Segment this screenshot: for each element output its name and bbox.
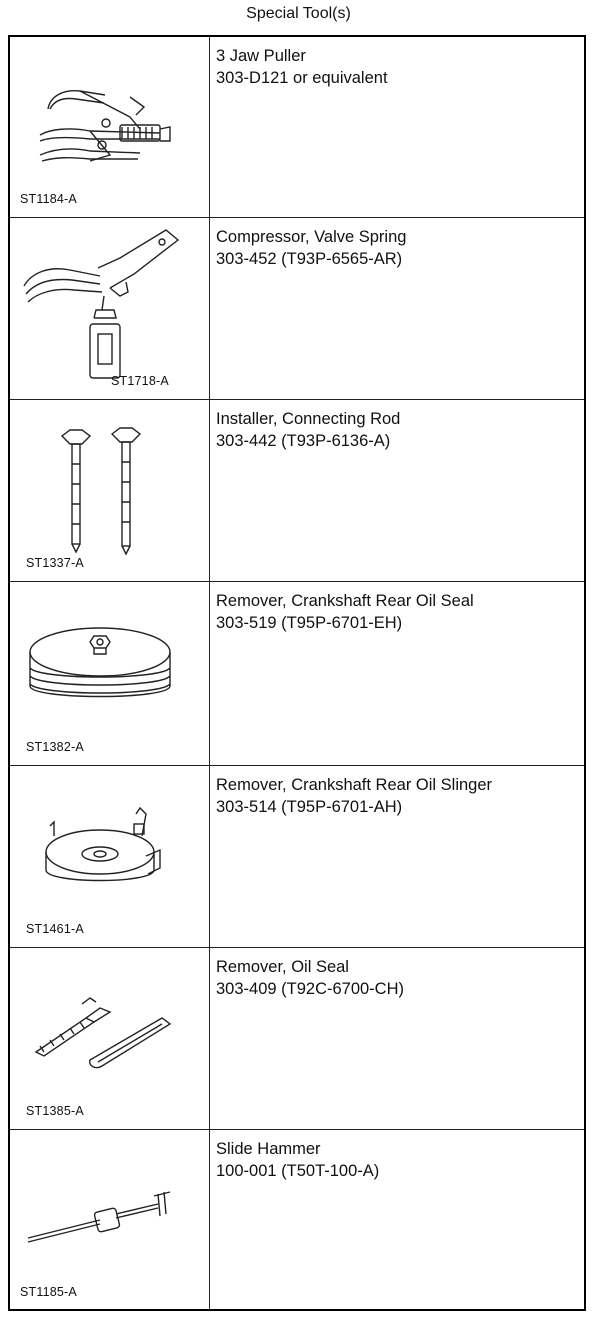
tool-description (216, 226, 576, 270)
tool-description (216, 408, 576, 452)
tool-image-cell (10, 400, 209, 581)
tool-image-code: ST1718-A (111, 374, 169, 388)
tool-number: 303-409 (T92C-6700-CH) (216, 980, 405, 998)
tool-number: 100-001 (T50T-100-A) (216, 1162, 380, 1180)
tool-image-cell (10, 1130, 209, 1309)
tool-row (10, 218, 584, 400)
valve-spring-compressor-icon (10, 218, 209, 400)
tool-number: 303-D121 or equivalent (216, 69, 388, 87)
tool-image-cell (10, 218, 209, 399)
tool-name: Slide Hammer (216, 1140, 321, 1158)
tool-image-cell (10, 766, 209, 947)
rear-oil-slinger-remover-icon (10, 766, 209, 948)
tool-number: 303-452 (T93P-6565-AR) (216, 250, 403, 268)
rear-oil-seal-remover-icon (10, 582, 209, 766)
oil-seal-remover-icon (10, 948, 209, 1130)
tool-image-code: ST1184-A (20, 192, 77, 206)
tool-name: 3 Jaw Puller (216, 47, 306, 65)
tool-image-cell (10, 948, 209, 1129)
tool-image-code: ST1461-A (26, 922, 84, 936)
tool-name: Remover, Crankshaft Rear Oil Seal (216, 592, 474, 610)
tool-number: 303-442 (T93P-6136-A) (216, 432, 391, 450)
tool-row (10, 582, 584, 766)
tool-description (216, 956, 576, 1000)
tool-image-cell (10, 37, 209, 217)
tool-name: Remover, Crankshaft Rear Oil Slinger (216, 776, 493, 794)
tool-image-code: ST1185-A (20, 1285, 77, 1299)
tool-description (216, 590, 576, 634)
tool-row (10, 37, 584, 218)
tool-row (10, 400, 584, 582)
tool-name: Installer, Connecting Rod (216, 410, 401, 428)
tool-row (10, 1130, 584, 1309)
tool-number: 303-514 (T95P-6701-AH) (216, 798, 403, 816)
connecting-rod-installer-icon (10, 400, 209, 582)
tool-description (216, 1138, 576, 1182)
tool-description (216, 774, 576, 818)
tool-name: Compressor, Valve Spring (216, 228, 407, 246)
tool-image-code: ST1382-A (26, 740, 84, 754)
tool-name: Remover, Oil Seal (216, 958, 349, 976)
three-jaw-puller-icon (10, 37, 209, 218)
tool-row (10, 948, 584, 1130)
tool-image-code: ST1385-A (26, 1104, 84, 1118)
tool-number: 303-519 (T95P-6701-EH) (216, 614, 403, 632)
tool-image-code: ST1337-A (26, 556, 84, 570)
tool-row (10, 766, 584, 948)
special-tools-table (8, 35, 586, 1311)
slide-hammer-icon (10, 1130, 209, 1309)
page-title: Special Tool(s) (246, 5, 351, 22)
tool-image-cell (10, 582, 209, 765)
tool-description (216, 45, 576, 89)
